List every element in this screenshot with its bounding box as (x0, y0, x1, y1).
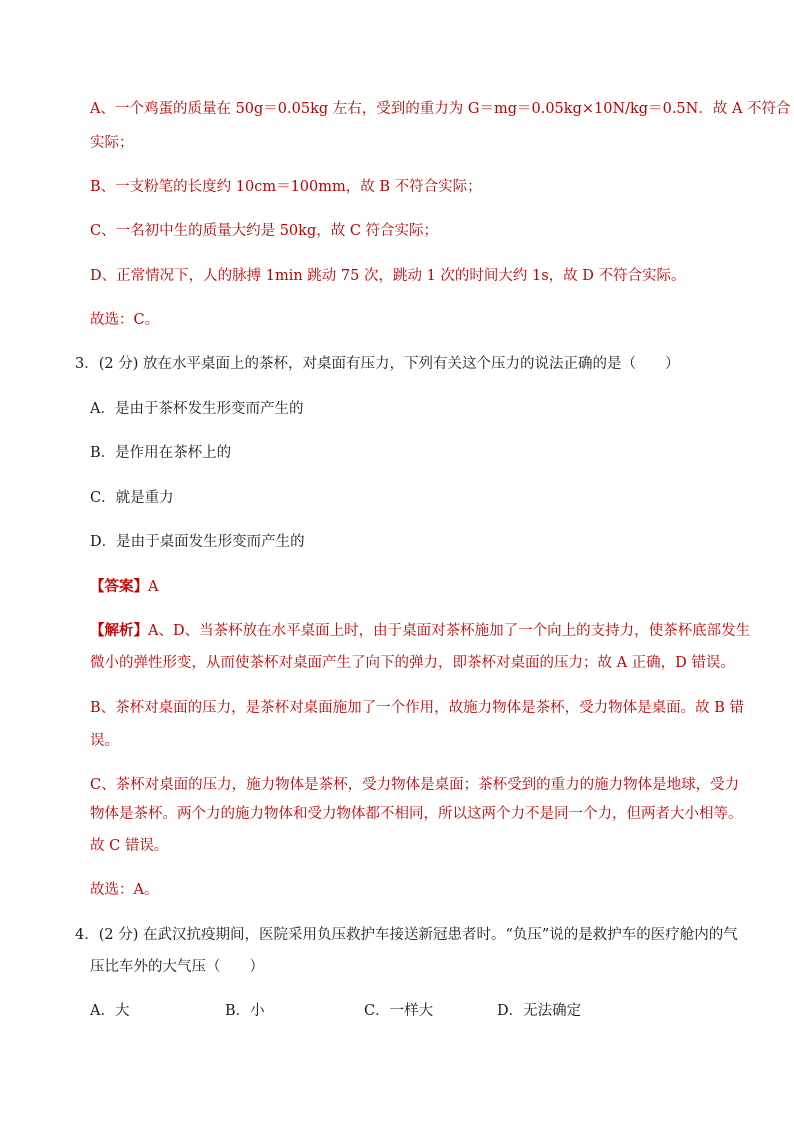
answer-label: 【答案】 (90, 578, 148, 595)
question-4-option-b: B．小 (225, 1003, 265, 1019)
analysis-line-2: 微小的弹性形变，从而使茶杯对桌面产生了向下的弹力，即茶杯对桌面的压力；故 A 正确，D 错误。 (90, 655, 735, 671)
explanation-line-a1: A、一个鸡蛋的质量在 50g＝0.05kg 左右，受到的重力为 G＝mg＝0.05kg×10N/kg＝0.5N．故 A 不符合 (90, 101, 791, 117)
explanation-conclusion: 故选：C。 (90, 312, 160, 328)
question-4-option-c: C．一样大 (364, 1003, 434, 1019)
analysis-text-1: A、D、当茶杯放在水平桌面上时，由于桌面对茶杯施加了一个向上的支持力，使茶杯底部发生 (148, 623, 751, 639)
analysis-label: 【解析】 (90, 622, 148, 639)
question-4-stem-line-2: 压比车外的大气压（ ） (90, 959, 264, 975)
analysis-line-3: B、茶杯对桌面的压力，是茶杯对桌面施加了一个作用，故施力物体是茶杯，受力物体是桌面。故 B 错 (90, 700, 745, 716)
analysis-line-7: 故 C 错误。 (90, 838, 169, 854)
explanation-line-b: B、一支粉笔的长度约 10cm＝100mm，故 B 不符合实际； (90, 179, 482, 195)
explanation-line-a2: 实际； (90, 135, 134, 151)
question-3-conclusion: 故选：A。 (90, 882, 159, 898)
analysis-line-5: C、茶杯对桌面的压力，施力物体是茶杯，受力物体是桌面；茶杯受到的重力的施力物体是地球，受力 (90, 777, 740, 793)
analysis-line-4: 误。 (90, 733, 119, 749)
explanation-line-c: C、一名初中生的质量大约是 50kg，故 C 符合实际； (90, 223, 439, 239)
analysis-line-1 (90, 621, 750, 641)
analysis-line-6: 物体是茶杯。两个力的施力物体和受力物体都不相同，所以这两个力不是同一个力，但两者大小相等。 (90, 806, 743, 822)
question-4-option-a: A．大 (90, 1003, 130, 1019)
question-3-option-c: C．就是重力 (90, 490, 174, 506)
question-3-option-b: B．是作用在茶杯上的 (90, 445, 232, 461)
question-3-answer (90, 577, 158, 597)
answer-value: A (148, 579, 159, 595)
question-3-stem: 3．(2 分) 放在水平桌面上的茶杯，对桌面有压力，下列有关这个压力的说法正确的是（ ） (75, 356, 680, 372)
explanation-line-d: D、正常情况下，人的脉搏 1min 跳动 75 次，跳动 1 次的时间大约 1s，故 D 不符合实际。 (90, 268, 686, 284)
question-4-option-d: D．无法确定 (497, 1003, 582, 1019)
question-4-stem-line-1: 4．(2 分) 在武汉抗疫期间，医院采用负压救护车接送新冠患者时。“负压”说的是救护车的医疗舱内的气 (75, 927, 738, 943)
question-3-option-d: D．是由于桌面发生形变而产生的 (90, 534, 305, 550)
question-3-option-a: A．是由于茶杯发生形变而产生的 (90, 401, 304, 417)
